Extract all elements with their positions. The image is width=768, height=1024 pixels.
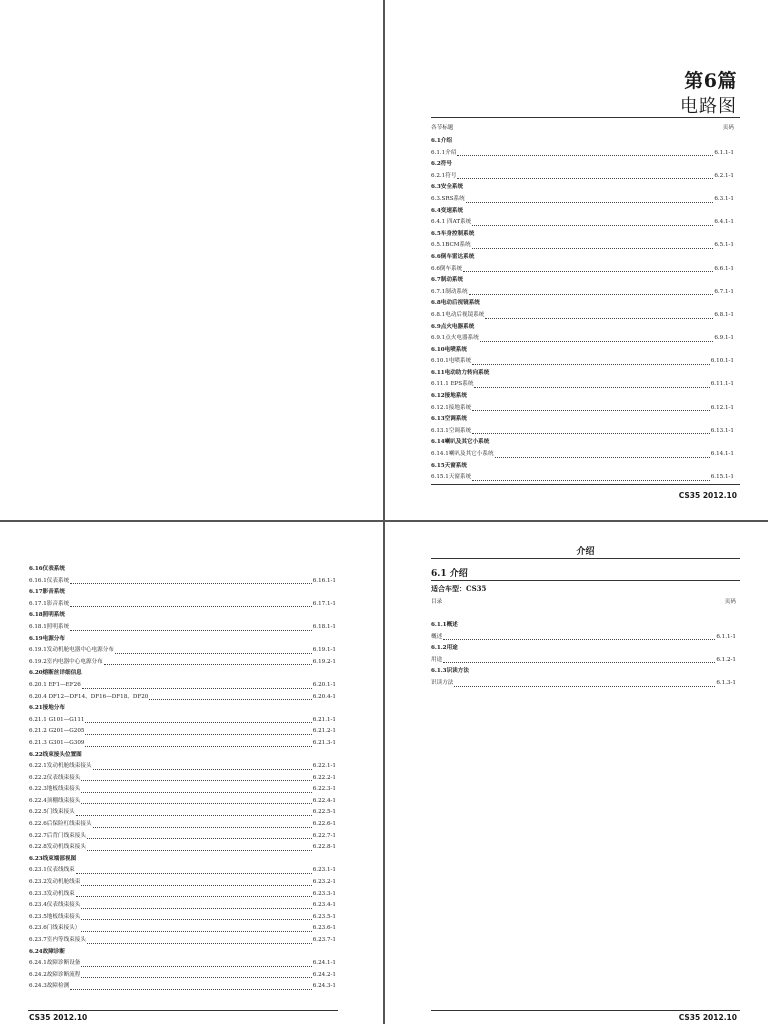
toc-entry-title: 6.23.6门线束接头） [29,925,81,932]
toc-section-title: 6.8电动后视镜系统 [431,300,480,307]
toc-entry-page: 6.1.1-1 [714,149,734,156]
toc-entry-page: 6.23.2-1 [312,879,336,886]
toc-entry-page: 6.6.1-1 [714,265,734,272]
toc-entry-title: 6.3.SRS系统 [431,195,465,202]
dot-leader [87,935,312,944]
toc-entry[interactable] [431,333,734,345]
page-divider-vertical [383,0,385,1024]
toc-entry-title: 6.22.4顶棚线束接头 [29,797,81,804]
toc-section-title: 6.7制动系统 [431,277,464,284]
toc-entry[interactable] [29,935,336,947]
dot-leader [70,981,312,990]
toc-section-title: 6.15天窗系统 [431,462,467,469]
toc-entry-page: 6.20.4-1 [312,693,336,700]
toc-entry-title: 6.8.1电动后视镜系统 [431,311,485,318]
toc-entry-page: 6.22.1-1 [312,763,336,770]
intro-rule [431,580,740,581]
toc-entry[interactable] [29,692,336,704]
toc-section-title: 6.5车身控制系统 [431,230,475,237]
dot-leader [457,148,713,157]
toc-section-title: 6.2符号 [431,161,452,168]
toc-entry-page: 6.23.1-1 [312,867,336,874]
toc-entry[interactable] [29,981,336,993]
toc-entry[interactable] [29,576,336,588]
dot-leader [466,194,714,203]
toc-entry[interactable] [431,240,734,252]
toc-entry-title: 6.22.5门线束接头 [29,809,75,816]
dot-leader [472,217,713,226]
toc-page-1 [385,0,768,520]
dot-leader [149,692,311,701]
dot-leader [85,738,311,747]
dot-leader [76,865,312,874]
dot-leader [495,449,710,458]
toc-entry[interactable] [29,819,336,831]
toc-entry-page: 6.23.4-1 [312,902,336,909]
dot-leader [70,622,312,631]
toc-entry-title: 6.22.8发动机线束接头 [29,844,86,851]
chapter-number: 第6篇 [684,70,737,92]
toc-header [431,123,734,136]
toc-entry[interactable] [431,171,734,183]
dot-leader [76,807,312,816]
dot-leader [463,264,713,273]
dot-leader [115,645,312,654]
toc-entry[interactable] [29,657,336,669]
toc-section-title: 6.19电源分布 [29,635,65,642]
dot-leader [93,761,312,770]
toc-entry[interactable] [29,912,336,924]
dot-leader [472,356,710,365]
toc-entry-page: 6.19.1-1 [312,647,336,654]
toc-entry-page: 6.1.1-1 [716,633,736,640]
toc-entry[interactable] [431,379,734,391]
toc-section-title: 6.22线束接头位置图 [29,751,82,758]
toc-entry-title: 6.23.7室内等线束接头 [29,937,86,943]
toc-entry-page: 6.17.1-1 [312,600,336,607]
intro-title: 6.1 介绍 [431,569,468,579]
toc-entry[interactable] [29,622,336,634]
toc-section-title: 6.16仪表系统 [29,566,65,572]
toc-entry[interactable] [29,796,336,808]
dot-leader [457,171,713,180]
dot-leader [81,773,311,782]
toc-entry-page: 6.24.3-1 [312,983,336,990]
toc-entry-page: 6.22.3-1 [312,786,336,793]
toc-entry-title: 6.16.1仪表系统 [29,577,70,584]
toc-entry-page: 6.22.4-1 [312,797,336,804]
chapter-title: 电路图 [680,96,737,117]
toc-entry-page: 6.16.1-1 [312,577,336,584]
toc-entry-title: 6.21.2 G201—G205 [29,728,85,735]
toc-entry-title: 6.17.1影音系统 [29,600,70,607]
page-footer: CS35 2012.10 [678,1013,737,1022]
page-footer: CS35 2012.10 [678,491,737,500]
toc-section-title: 6.12接地系统 [431,393,467,400]
toc-entry-page: 6.1.3-1 [716,679,736,686]
dot-leader [81,900,311,909]
toc-entry[interactable] [29,900,336,912]
toc-entry[interactable] [29,680,336,692]
dot-leader [70,576,312,585]
toc-entry-title: 6.18.1照明系统 [29,623,70,630]
toc-list [431,597,736,690]
dot-leader [472,426,710,435]
toc-entry-title: 6.23.4仪表线束接头 [29,902,81,909]
toc-entry[interactable] [431,449,734,461]
toc-section-title: 6.6倒车雷达系统 [431,253,475,260]
toc-section-title: 6.23线束端部视图 [29,855,77,862]
page-header: 介绍 [576,547,595,557]
toc-section-title: 6.1.3识读方法 [431,668,469,675]
toc-section-title: 6.10电喷系统 [431,346,467,353]
toc-entry-title: 6.22.2仪表线束接头 [29,774,81,781]
dot-leader [82,680,312,689]
toc-section-title: 6.14喇叭及其它小系统 [431,439,490,446]
toc-entry[interactable] [431,310,734,322]
toc-entry-page: 6.22.2-1 [312,774,336,781]
dot-leader [469,287,714,296]
toc-section-title: 6.18照明系统 [29,612,65,619]
toc-entry-title: 6.21.3 G301—G309 [29,739,85,746]
toc-entry-title: 6.6倒车系统 [431,265,463,272]
toc-entry-page: 6.21.3-1 [312,739,336,746]
toc-entry-title: 6.20.1 EF1—EF26 [29,681,81,688]
toc-entry-page: 6.12.1-1 [710,404,734,411]
toc-entry-page: 6.22.8-1 [312,844,336,851]
toc-entry-title: 6.1.1介绍 [431,149,457,156]
toc-section-title: 6.1.1概述 [431,622,458,628]
dot-leader [76,889,312,898]
toc-section-title: 6.24故障诊断 [29,948,65,955]
dot-leader [85,726,311,735]
toc-list [29,564,336,993]
toc-entry-page: 6.11.1-1 [710,381,734,388]
toc-entry[interactable] [29,842,336,854]
toc-entry-title: 6.7.1制动系统 [431,288,468,295]
toc-entry-page: 6.24.1-1 [312,960,336,967]
toc-entry[interactable] [431,655,736,667]
toc-entry-page: 6.9.1-1 [714,335,734,342]
toc-page-2 [0,522,383,1024]
toc-entry-title: 6.22.7后背门线束接头 [29,832,86,839]
dot-leader [474,379,709,388]
toc-entry-title: 6.22.1发动机舱线束接头 [29,763,92,770]
toc-entry[interactable] [29,726,336,738]
toc-entry[interactable] [431,287,734,299]
toc-entry-title: 6.22.6后保险杠线束接头 [29,821,92,828]
dot-leader [485,310,713,319]
intro-page [385,522,768,1024]
title-rule [431,117,740,118]
footer-rule [431,1010,740,1011]
toc-body [29,564,336,993]
toc-section-title: 6.1.2用途 [431,645,458,652]
toc-entry[interactable] [29,958,336,970]
toc-entry-page: 6.8.1-1 [714,311,734,318]
toc-entry[interactable] [29,877,336,889]
toc-entry-title: 概述 [431,633,443,640]
toc-entry-page: 6.19.2-1 [312,658,336,665]
toc-entry-title: 6.13.1空调系统 [431,427,472,434]
toc-entry-title: 6.23.1仪表线线束 [29,867,75,874]
toc-entry-page: 6.23.7-1 [312,937,336,943]
toc-entry-page: 6.15.1-1 [710,474,734,481]
toc-entry-title: 6.24.1故障诊断设备 [29,960,81,967]
dot-leader [472,403,710,412]
toc-section-title: 6.9点火电器系统 [431,323,475,330]
toc-entry[interactable] [29,645,336,657]
toc-entry[interactable] [29,970,336,982]
dot-leader [472,472,710,481]
toc-header-title: 目录 [431,599,443,605]
dot-leader [87,831,312,840]
toc-entry-page: 6.21.2-1 [312,728,336,735]
toc-entry[interactable] [29,761,336,773]
toc-entry-page: 6.20.1-1 [312,681,336,688]
toc-entry[interactable] [431,148,734,160]
toc-entry-title: 用途 [431,656,443,663]
toc-entry-title: 6.9.1点火电器系统 [431,335,479,342]
toc-entry-page: 6.14.1-1 [710,451,734,458]
toc-entry[interactable] [431,426,734,438]
toc-entry-title: 6.2.1符号 [431,172,457,179]
applicable-model: 适合车型：CS35 [431,584,487,593]
toc-entry-title: 6.20.4 DF12—DF14、DF16—DF18、DF20 [29,693,149,700]
toc-section-title: 6.3安全系统 [431,184,464,191]
dot-leader [93,819,312,828]
toc-header [431,597,736,620]
toc-header-page: 页码 [724,599,736,605]
toc-entry-title: 6.19.1发动机舱电器中心电源分布 [29,647,114,654]
toc-entry-title: 6.24.2故障诊断流程 [29,971,81,978]
toc-entry-title: 6.23.2发动机舱线束 [29,879,81,886]
toc-entry-title: 6.24.3故障检测 [29,983,70,990]
dot-leader [81,912,311,921]
toc-entry-title: 6.19.2室内电器中心电源分布 [29,658,103,665]
toc-entry[interactable] [431,403,734,415]
toc-entry-title: 6.4.1 四AT系统 [431,219,472,226]
toc-section-title: 6.20熔断丝详细信息 [29,670,82,677]
toc-entry[interactable] [29,599,336,611]
page-footer: CS35 2012.10 [29,1013,88,1022]
toc-section-title: 6.11电动助力转向系统 [431,369,490,376]
toc-entry[interactable] [29,923,336,935]
toc-entry[interactable] [29,715,336,727]
toc-entry-page: 6.7.1-1 [714,288,734,295]
toc-entry[interactable] [29,784,336,796]
toc-body [431,136,734,484]
toc-entry-title: 6.21.1 G101—G111 [29,716,85,723]
toc-entry-page: 6.2.1-1 [714,172,734,179]
blank-page [0,0,383,520]
toc-entry[interactable] [431,194,734,206]
toc-entry[interactable] [431,632,736,644]
toc-section-title: 6.21接地分布 [29,705,65,712]
dot-leader [70,599,312,608]
toc-entry[interactable] [29,807,336,819]
dot-leader [443,632,715,641]
page-divider-horizontal [0,520,768,522]
dot-leader [81,796,311,805]
toc-entry-title: 6.10.1电喷系统 [431,358,472,365]
toc-entry-page: 6.5.1-1 [714,242,734,249]
dot-leader [81,784,311,793]
toc-entry-page: 6.23.6-1 [312,925,336,932]
toc-section-title: 6.13空调系统 [431,416,467,423]
toc-entry[interactable] [431,678,736,690]
toc-entry[interactable] [431,472,734,484]
dot-leader [81,970,311,979]
dot-leader [443,655,715,664]
toc-entry-title: 6.5.1BCM系统 [431,242,471,249]
toc-entry[interactable] [29,865,336,877]
dot-leader [104,657,312,666]
footer-rule [28,1010,338,1011]
toc-entry-page: 6.24.2-1 [312,971,336,978]
toc-entry[interactable] [431,217,734,229]
header-rule [431,558,740,559]
dot-leader [81,958,311,967]
toc-header-page: 页码 [722,125,734,131]
toc-entry-title: 6.23.5地板线束接头 [29,913,81,920]
toc-entry-title: 6.11.1 EPS系统 [431,381,474,388]
dot-leader [480,333,714,342]
toc-entry-title: 6.23.3发动机线束 [29,890,75,897]
toc-body [431,620,736,690]
toc-entry-page: 6.22.5-1 [312,809,336,816]
toc-entry-page: 6.18.1-1 [312,623,336,630]
toc-entry[interactable] [29,738,336,750]
toc-entry-title: 6.15.1天窗系统 [431,474,472,481]
toc-entry-page: 6.22.7-1 [312,832,336,839]
toc-entry-page: 6.13.1-1 [710,427,734,434]
toc-entry-title: 6.12.1接地系统 [431,404,472,411]
toc-entry[interactable] [431,356,734,368]
toc-entry-page: 6.3.1-1 [714,195,734,202]
toc-entry-page: 6.10.1-1 [710,358,734,365]
toc-header-title: 各节标题 [431,125,454,131]
dot-leader [454,678,715,687]
dot-leader [87,842,312,851]
footer-rule [431,484,740,485]
toc-entry[interactable] [29,831,336,843]
dot-leader [81,923,311,932]
toc-list [431,123,734,484]
toc-entry-page: 6.4.1-1 [714,219,734,226]
toc-entry-title: 识读方法 [431,679,454,686]
toc-entry[interactable] [29,889,336,901]
toc-entry[interactable] [29,773,336,785]
toc-entry-title: 6.14.1喇叭及其它小系统 [431,451,494,458]
toc-entry-page: 6.21.1-1 [312,716,336,723]
toc-entry[interactable] [431,264,734,276]
toc-section-title: 6.17影音系统 [29,589,65,596]
toc-section-title: 6.1介绍 [431,138,452,144]
toc-entry-page: 6.23.3-1 [312,890,336,897]
toc-section-title: 6.4变速系统 [431,207,464,214]
dot-leader [472,240,714,249]
toc-entry-page: 6.1.2-1 [716,656,736,663]
toc-entry-page: 6.23.5-1 [312,913,336,920]
dot-leader [85,715,311,724]
dot-leader [81,877,311,886]
toc-entry-title: 6.22.3地板线束接头 [29,786,81,793]
toc-entry-page: 6.22.6-1 [312,821,336,828]
